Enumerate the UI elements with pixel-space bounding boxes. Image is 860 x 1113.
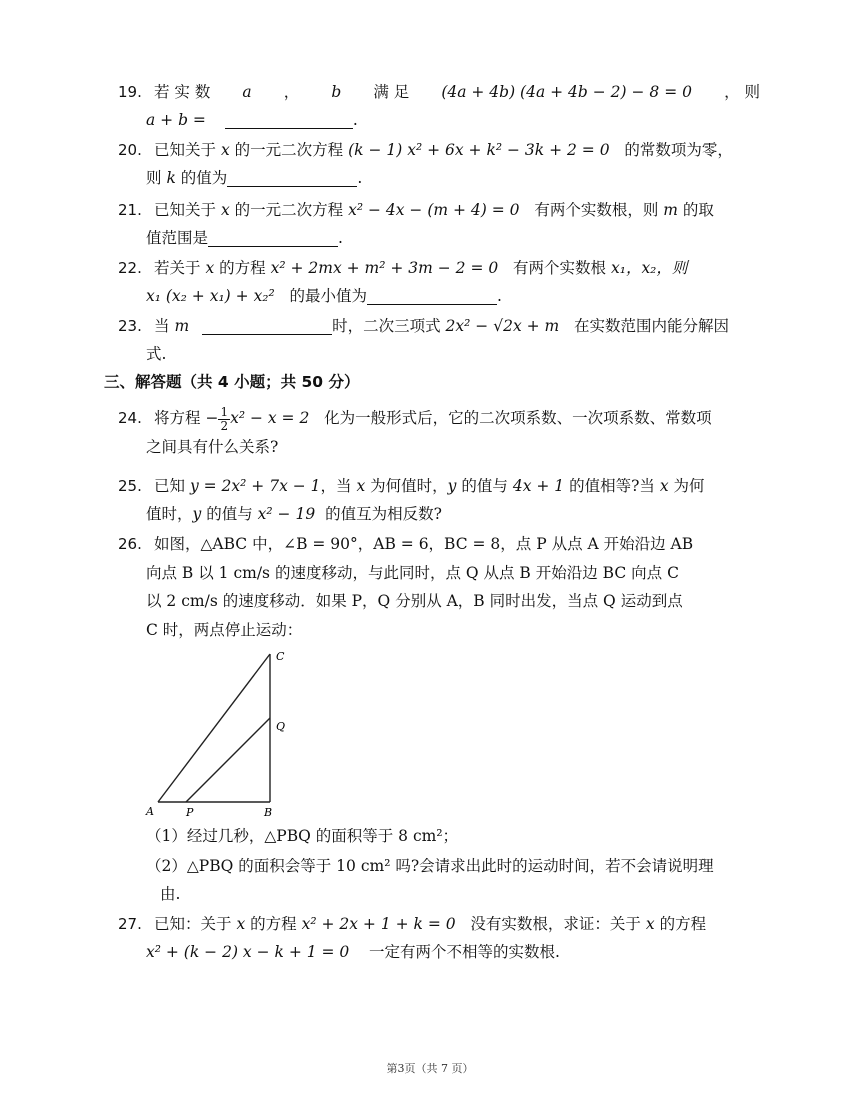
answer-blank[interactable]	[367, 286, 497, 305]
math-var: b	[331, 83, 342, 101]
math-var: m	[174, 317, 190, 335]
question-20	[118, 136, 760, 192]
math-equation: (4a + 4b) (4a + 4b − 2) − 8 = 0	[441, 83, 692, 101]
math-equation: x² + (k − 2) x − k + 1 = 0	[146, 943, 350, 961]
question-text: 则	[146, 169, 162, 187]
question-text: C 时，两点停止运动：	[146, 620, 303, 639]
punctuation: .	[497, 287, 502, 305]
math-var: a	[242, 83, 252, 101]
question-text: 有两个实数根，则	[534, 201, 659, 219]
question-text: 的方程	[250, 915, 297, 933]
question-text: 若关于	[154, 259, 201, 277]
question-number: 23.	[118, 317, 142, 335]
answer-blank[interactable]	[225, 110, 353, 129]
question-27	[118, 910, 760, 966]
page-footer: 第3页（共 7 页）	[386, 1062, 474, 1075]
question-text: 以 2 cm/s 的速度移动．如果 P，Q 分别从 A，B 同时出发，当点 Q 运动到点	[146, 592, 683, 610]
question-text: （2）△PBQ 的面积会等于 10 cm² 吗?会请求出此时的运动时间，若不会请说明理	[146, 857, 714, 875]
question-22	[118, 254, 760, 310]
question-number: 24.	[118, 409, 142, 427]
math-equation: x² + 2mx + m² + 3m − 2 = 0	[270, 259, 499, 277]
math-equation: x² − x = 2	[230, 409, 310, 427]
question-text: ，当	[320, 477, 352, 495]
question-text: 当	[154, 317, 170, 335]
math-var: x	[356, 477, 366, 495]
question-text: 有两个实数根	[513, 259, 607, 277]
question-text: 已知关于	[154, 141, 217, 159]
question-text: 已知	[154, 477, 186, 495]
math-var: x	[205, 259, 215, 277]
question-number: 21.	[118, 201, 142, 219]
math-var: y	[192, 505, 202, 523]
punctuation: .	[352, 111, 358, 129]
label-a: A	[146, 805, 154, 818]
answer-blank[interactable]	[208, 228, 338, 247]
section-heading: 三、解答题（共 4 小题；共 50 分）	[104, 373, 360, 391]
punctuation: .	[357, 169, 363, 187]
question-25	[118, 472, 760, 528]
question-text: 时，二次三项式	[332, 317, 441, 335]
question-text: 为何	[673, 477, 705, 495]
side-ac	[158, 654, 270, 802]
question-23	[118, 312, 760, 368]
question-number: 25.	[118, 477, 142, 495]
question-text: 向点 B 以 1 cm/s 的速度移动，与此同时，点 Q 从点 B 开始沿边 BC 向点 C	[146, 563, 679, 582]
math-var: x	[645, 915, 655, 933]
math-equation: (k − 1) x² + 6x + k² − 3k + 2 = 0	[348, 141, 610, 159]
question-text: 的方程	[219, 259, 266, 277]
label-c: C	[276, 650, 285, 663]
punctuation: ，	[283, 83, 300, 101]
question-19	[118, 78, 760, 134]
sub-question-2	[146, 852, 766, 908]
label-q: Q	[276, 720, 286, 733]
question-text: 为何值时，	[370, 477, 448, 495]
segment-pq	[186, 718, 270, 802]
question-text: 的一元二次方程	[234, 141, 344, 159]
math-expression: 2x² − √2x + m	[445, 317, 560, 335]
label-p: P	[186, 806, 194, 818]
question-text: 如图，△ABC 中，∠B = 90°，AB = 6，BC = 8，点 P 从点 A 开始沿边 AB	[154, 535, 694, 553]
question-text: 的值相等?当	[569, 477, 655, 495]
math-var: x	[236, 915, 246, 933]
math-var: k	[166, 169, 176, 187]
question-text: 若 实 数	[154, 83, 211, 101]
punctuation: .	[338, 229, 343, 247]
question-text: 之间具有什么关系?	[146, 437, 279, 456]
math-var: m	[663, 201, 678, 219]
math-var: x	[220, 141, 230, 159]
question-number: 26.	[118, 535, 142, 553]
question-21	[118, 196, 760, 252]
question-text: 的取	[682, 201, 714, 219]
triangle-figure	[140, 646, 300, 818]
question-text: 的一元二次方程	[234, 201, 344, 219]
question-text: 的最小值为	[289, 287, 368, 305]
math-expression: x² − 19	[257, 505, 316, 523]
question-text: 将方程	[154, 409, 201, 427]
math-var: x	[220, 201, 230, 219]
question-text: 的值与	[461, 477, 508, 495]
question-number: 22.	[118, 259, 142, 277]
question-number: 20.	[118, 141, 142, 159]
question-text: 一定有两个不相等的实数根.	[369, 943, 560, 961]
question-text: 在实数范围内能分解因	[574, 317, 730, 335]
math-equation: x² − 4x − (m + 4) = 0	[348, 201, 520, 219]
question-text: 的值互为相反数?	[325, 505, 442, 523]
question-number: 27.	[118, 915, 142, 933]
label-b: B	[264, 806, 273, 818]
question-text: 的值为	[180, 169, 228, 187]
question-text: 化为一般形式后，它的二次项系数、一次项系数、常数项	[324, 409, 712, 427]
question-text: 式.	[146, 345, 167, 363]
question-text: 的方程	[659, 915, 707, 933]
question-text: 的常数项为零，	[624, 141, 733, 159]
math-equation: y = 2x² + 7x − 1	[189, 477, 321, 495]
question-24: 24. 将方程 − $\frac{1}{2}$ x² − x = 2 化为一般形式后，它的二次项系数、一次项系数、常数项 之间具有什么关系?	[118, 404, 712, 456]
question-text: 的值与	[206, 505, 253, 523]
question-text: 已知关于	[154, 201, 217, 219]
answer-blank[interactable]	[202, 316, 332, 335]
question-text: 值范围是	[146, 229, 209, 247]
question-text: 已知：关于	[154, 915, 232, 933]
fraction: $\frac{1}{2}$	[220, 404, 229, 433]
question-text: 值时，	[146, 505, 193, 523]
question-text: 由.	[160, 885, 181, 903]
math-var: y	[447, 477, 457, 495]
question-text: 满 足	[373, 83, 410, 101]
question-26	[118, 530, 760, 644]
question-text: 没有实数根，求证：关于	[470, 915, 641, 933]
math-var: x	[659, 477, 669, 495]
math-expression: 4x + 1	[512, 477, 565, 495]
answer-blank[interactable]	[227, 168, 357, 187]
math-expression: x₁ (x₂ + x₁) + x₂²	[146, 287, 275, 305]
sub-question-1: （1）经过几秒，△PBQ 的面积等于 8 cm²；	[146, 827, 459, 845]
math-expression: a + b =	[146, 111, 206, 129]
math-equation: x² + 2x + 1 + k = 0	[301, 915, 456, 933]
math-roots: x₁，x₂，则	[610, 259, 688, 277]
question-number: 19.	[118, 83, 142, 101]
question-text: ， 则	[724, 83, 760, 101]
